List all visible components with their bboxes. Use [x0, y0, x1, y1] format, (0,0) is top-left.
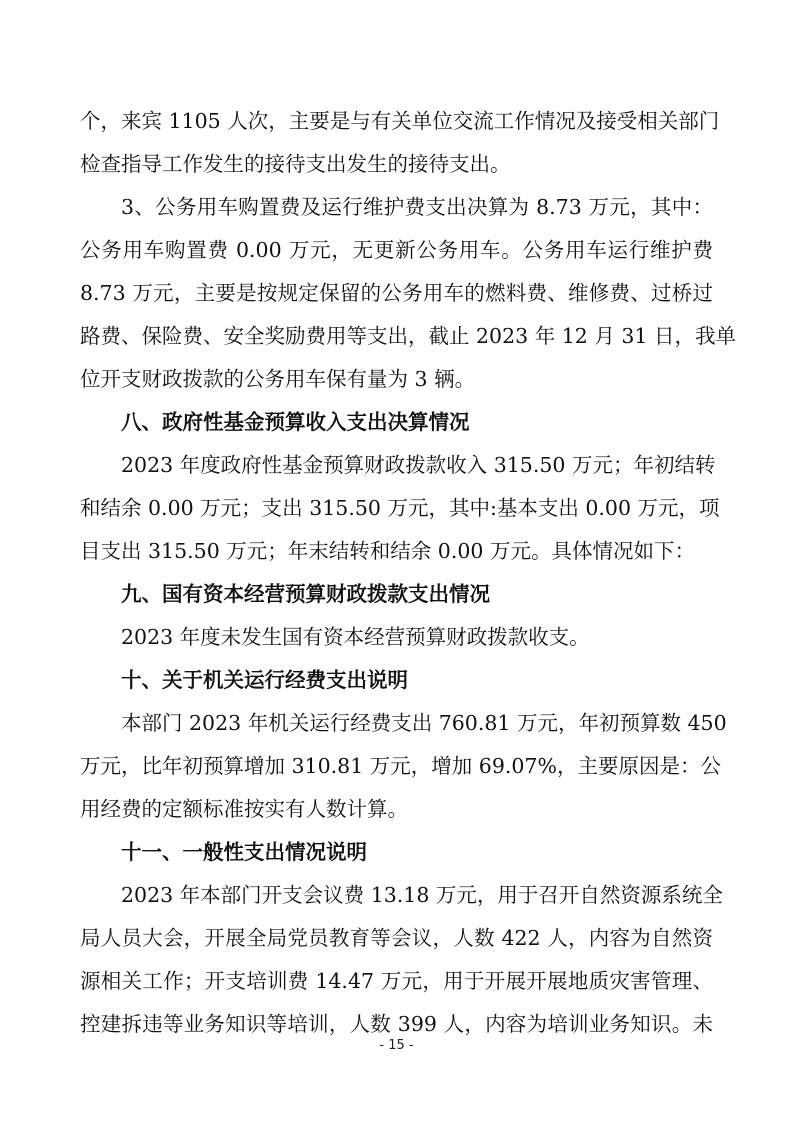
- section-heading-9: 九、国有资本经营预算财政拨款支出情况: [121, 582, 490, 606]
- paragraph-line: 公务用车购置费 0.00 万元，无更新公务用车。公务用车运行维护费: [80, 238, 713, 262]
- paragraph-line: 路费、保险费、安全奖励费用等支出，截止 2023 年 12 月 31 日，我单: [80, 324, 736, 348]
- paragraph-line: 万元，比年初预算增加 310.81 万元，增加 69.07%，主要原因是：公: [80, 754, 721, 778]
- paragraph-line: 用经费的定额标准按实有人数计算。: [80, 797, 408, 821]
- paragraph-line: 局人员大会，开展全局党员教育等会议，人数 422 人，内容为自然资: [80, 926, 713, 950]
- paragraph-line: 位开支财政拨款的公务用车保有量为 3 辆。: [80, 367, 476, 391]
- paragraph-line: 2023 年度政府性基金预算财政拨款收入 315.50 万元；年初结转: [121, 453, 716, 477]
- page-number: - 15 -: [379, 1038, 414, 1053]
- paragraph-line: 2023 年本部门开支会议费 13.18 万元，用于召开自然资源系统全: [121, 883, 723, 907]
- paragraph-line: 8.73 万元，主要是按规定保留的公务用车的燃料费、维修费、过桥过: [80, 281, 713, 305]
- document-page: [80, 100, 736, 1046]
- paragraph-line: 3、公务用车购置费及运行维护费支出决算为 8.73 万元，其中：: [121, 195, 713, 219]
- paragraph-line: 源相关工作；开支培训费 14.47 万元，用于开展开展地质灾害管理、: [80, 969, 713, 993]
- paragraph-line: 检查指导工作发生的接待支出发生的接待支出。: [80, 152, 511, 176]
- paragraph-line: 和结余 0.00 万元；支出 315.50 万元，其中:基本支出 0.00 万元，项: [80, 496, 720, 520]
- paragraph-line: 本部门 2023 年机关运行经费支出 760.81 万元，年初预算数 450: [121, 711, 727, 735]
- section-heading-11: 十一、一般性支出情况说明: [121, 840, 367, 864]
- section-heading-8: 八、政府性基金预算收入支出决算情况: [121, 410, 470, 434]
- paragraph-line: 个，来宾 1105 人次，主要是与有关单位交流工作情况及接受相关部门: [80, 109, 720, 133]
- paragraph-line: 目支出 315.50 万元；年末结转和结余 0.00 万元。具体情况如下：: [80, 539, 695, 563]
- paragraph-line: 2023 年度未发生国有资本经营预算财政拨款收支。: [121, 625, 590, 649]
- section-heading-10: 十、关于机关运行经费支出说明: [121, 668, 408, 692]
- paragraph-line: 控建拆违等业务知识等培训，人数 399 人，内容为培训业务知识。未: [80, 1012, 713, 1036]
